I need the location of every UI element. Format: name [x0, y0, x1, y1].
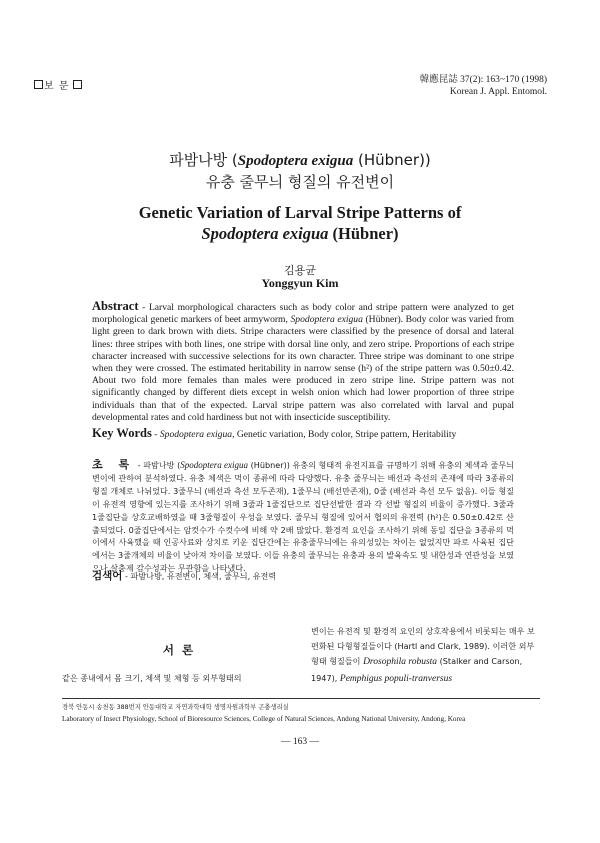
- abstract-label: Abstract: [92, 299, 139, 313]
- abstract-species: Spodoptera exigua: [290, 314, 363, 326]
- key-words-text: , Genetic variation, Body color, Stripe pattern, Heritability: [232, 429, 457, 440]
- key-words-dash: -: [151, 429, 160, 440]
- korean-abstract-text-1: - 파밤나방 (: [135, 460, 181, 470]
- journal-citation-ko: 韓應昆誌 37(2): 163~170 (1998): [419, 75, 547, 85]
- title-ko-post: (Hübner)): [353, 151, 431, 169]
- abstract-text-2: (Hübner). Body color was varied from light green to dark brown with diets. Stripe characters were classified by the presence of dorsal and lateral lines: three stripes with both lines, one stripe with dorsal line only, and zero stripe. Proportions of each stripe character increased with successive selections for its own character. Three stripe was dominant to one stripe when they were crossed. The estimated heritability in narrow sense (h²) of the stripe pattern was 0.50±0.42. About two fold more females than males were produced in zero stripe line. Stripe pattern was not significantly changed by different diets except in welsh onion which had lower proportion of three stripe individuals than that of the expected. Larval stripe pattern was also correlated with larval and pupal developmental rates and cold hardiness but not with insecticide susceptibility.: [92, 314, 514, 423]
- journal-citation: [420, 74, 547, 98]
- abstract: [92, 300, 514, 424]
- title-en-post: (Hübner): [328, 224, 399, 243]
- search-words-label: 검색어: [92, 570, 123, 582]
- affiliation-korean: 경북 안동시 송천동 388번지 안동대학교 자연과학대학 생명자원과학부 곤충생리실: [62, 704, 289, 711]
- author-name-english: Yonggyun Kim: [261, 276, 339, 290]
- key-words: [92, 426, 514, 441]
- abstract-text-1: - Larval morphological characters such as body color and stripe pattern were analyzed to get morphological genetic markers of beet armyworm,: [92, 302, 514, 326]
- key-words-label: Key Words: [92, 426, 152, 440]
- affiliation-footnote: [62, 703, 540, 724]
- footnote-divider: [62, 698, 540, 699]
- title-ko-species: Spodoptera exigua: [237, 153, 354, 169]
- korean-abstract-text-2: (Hübner)) 유충의 형태적 유전지표를 규명하기 위해 유충의 체색과 줄무늬 변이에 관하여 분석하였다. 유충 체색은 먹이 종류에 따라 다양했다. 유충 줄무늬는 배선과 측선의 존재에 따라 3종류의 형질 개체로 나뉘었다. 3줄무늬 (배선과 측선 모두존재), 1줄무늬 (배선만존재), 0줄 (배선과 측선 모두 없음). 이들 형질이 유전적 영향에 있는지를 조사하기 위해 3줄과 1줄집단으로 집단선발한 결과 각 선발 형질의 비율이 증가했다. 3줄과 1줄집단을 상호교배하였을 때 3줄형질이 우성을 보였다. 줄무늬 형질에 있어서 협의의 유전력 (h²)은 0.50±0.42로 산출되었다. 0줄집단에서는 암컷수가 수컷수에 비해 약 2배 많았다. 환경적 요인을 조사하기 위해 동일 집단을 3종류의 먹이에서 사육했을 때 인공사료와 상치로 키운 집단간에는 유충줄무늬에는 유의성있는 차이는 없었지만 파로 사육된 집단에서는 3줄개체의 비율이 낮아져 차이를 보였다. 이들 유충의 줄무늬는 유충과 용의 발육속도 및 내한성과 연관성을 보였으나 살충제 감수성과는 무관함을 나타냈다.: [92, 460, 514, 574]
- affiliation-english: Laboratory of Insect Physiology, School of Bioresource Sciences, College of Natural Sciences, Andong National University, Andong, Korea: [62, 714, 466, 723]
- introduction-right-column: [311, 624, 538, 687]
- intro-right-mid: (Stalker and Carson, 1947),: [311, 656, 523, 683]
- search-words: [92, 568, 276, 583]
- title-ko-pre: 파밤나방 (: [169, 151, 238, 169]
- intro-right-species-1: Drosophila robusta: [363, 657, 438, 668]
- page-number: — 163 —: [281, 737, 319, 747]
- title-ko-line2: 유충 줄무늬 형질의 유전변이: [205, 173, 395, 191]
- title-en-species: Spodoptera exigua: [201, 224, 329, 243]
- korean-abstract-label: 초 록: [92, 458, 136, 471]
- author-name-korean: 김용균: [284, 264, 316, 277]
- korean-abstract: [92, 459, 514, 575]
- section-heading-introduction: 서 론: [162, 643, 196, 657]
- intro-right-text: 변이는 유전적 및 환경적 요인의 상호작용에서 비롯되는 매우 보편화된 다형형질들이다 (Hartl and Clark, 1989). 이러한 외부 형태 형질들이: [311, 626, 535, 667]
- journal-citation-en: Korean J. Appl. Entomol.: [449, 87, 547, 97]
- checkbox-square-icon: [34, 80, 43, 89]
- introduction-left-column: 같은 종내에서 몸 크기, 체색 및 체형 등 외부형태의: [62, 673, 242, 683]
- title-korean: [0, 150, 600, 193]
- article-type-text: 보 문: [44, 81, 70, 92]
- search-words-text: - 파밤나방, 유전변이, 체색, 줄무늬, 유전력: [122, 571, 277, 581]
- korean-abstract-species: Spodoptera exigua: [180, 460, 249, 470]
- intro-right-species-2: Pemphigus populi-tranversus: [339, 673, 453, 684]
- title-english: [0, 202, 600, 244]
- title-en-line1: Genetic Variation of Larval Stripe Patterns of: [138, 203, 462, 222]
- checkbox-square-icon: [73, 80, 82, 89]
- key-words-species: Spodoptera exigua: [159, 429, 233, 440]
- article-type-label: [34, 77, 83, 92]
